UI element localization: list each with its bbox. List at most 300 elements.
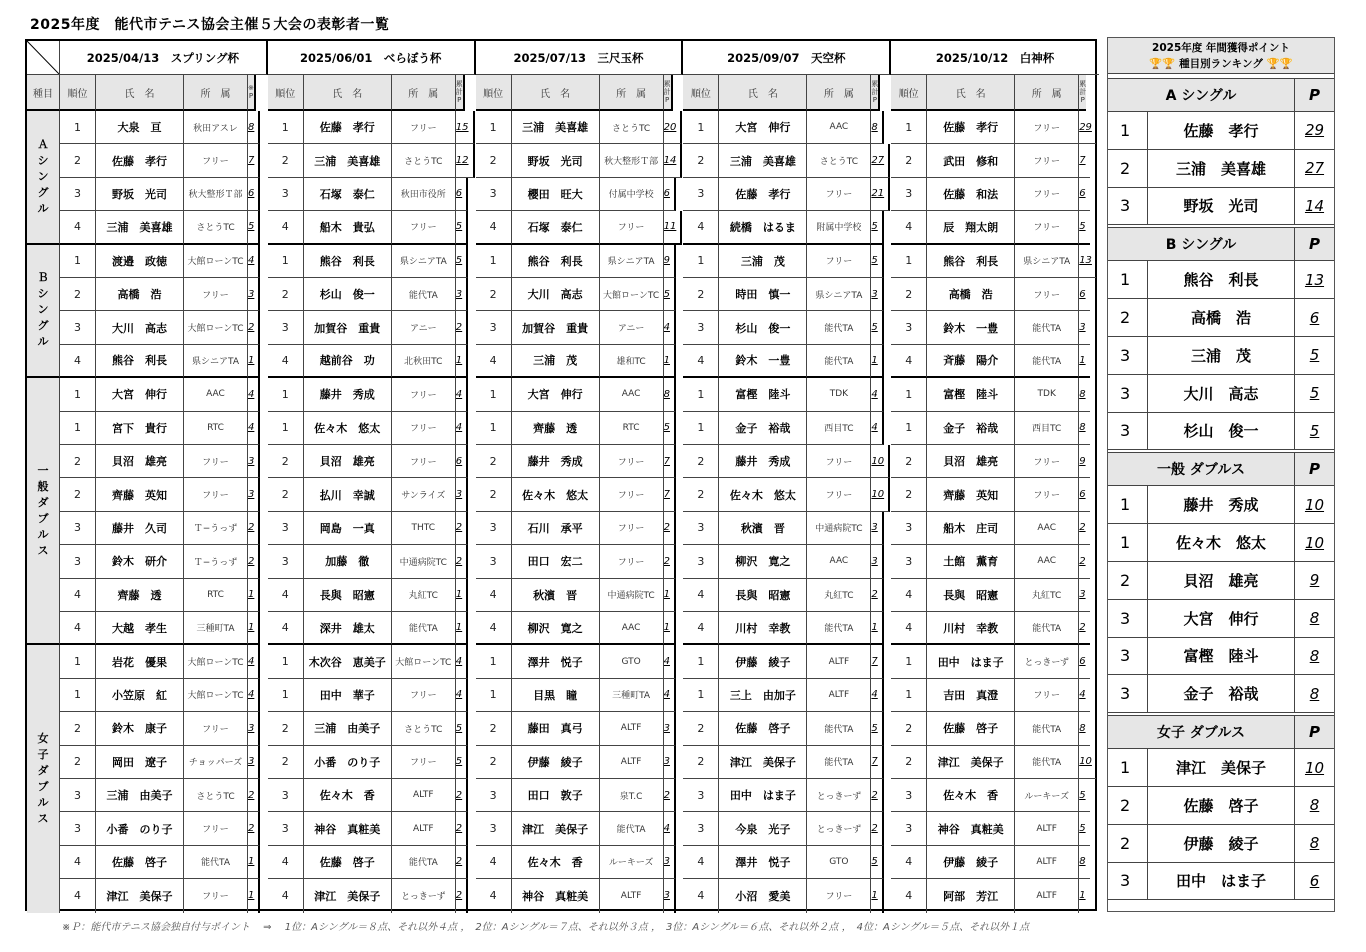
entry-p: 4: [456, 412, 468, 445]
entry-rank: 1: [683, 111, 719, 144]
entry-rank: 2: [683, 144, 719, 177]
entry-p: 7: [664, 478, 676, 511]
entry-club: 秋大整形Ｔ部: [600, 144, 664, 177]
page-title: 2025年度 能代市テニス協会主催５大会の表彰者一覧: [30, 17, 390, 33]
entry-club: AAC: [807, 545, 871, 578]
entry-p: 5: [1079, 779, 1089, 812]
entry-club: Ｔ−うっず: [184, 512, 248, 545]
entry-club: THTC: [392, 512, 456, 545]
entry-name: 貝沼 雄亮: [304, 445, 392, 478]
entry-rank: 1: [476, 245, 512, 278]
col-header-name: 氏 名: [96, 75, 184, 111]
entry-rank: 2: [891, 144, 927, 177]
entry-rank: 2: [476, 712, 512, 745]
entry-club: チョッパーズ: [184, 746, 248, 779]
entry-rank: 3: [476, 779, 512, 812]
entry-name: 深井 雄太: [304, 612, 392, 645]
entry-rank: 4: [268, 879, 304, 912]
ranking-rank: 2: [1108, 150, 1148, 188]
tournament-header: 2025/10/12 白神杯: [891, 41, 1099, 75]
entry-p: 9: [1079, 445, 1089, 478]
entry-p: 5: [1079, 812, 1089, 845]
entry-rank: 2: [891, 712, 927, 745]
entry-rank: 2: [60, 278, 96, 311]
entry-club: RTC: [184, 412, 248, 445]
entry-p: 3: [248, 278, 260, 311]
ranking-rank: 3: [1108, 375, 1148, 413]
entry-name: 岩花 優果: [96, 645, 184, 678]
entry-rank: 3: [268, 512, 304, 545]
entry-rank: 3: [60, 779, 96, 812]
entry-p: 6: [1079, 478, 1089, 511]
entry-rank: 1: [891, 679, 927, 712]
entry-name: 佐々木 香: [927, 779, 1015, 812]
entry-name: 野坂 光司: [96, 178, 184, 211]
entry-name: 宮下 貴行: [96, 412, 184, 445]
entry-rank: 3: [683, 178, 719, 211]
entry-name: 時田 慎一: [719, 278, 807, 311]
entry-p: 7: [871, 746, 883, 779]
entry-name: 田中 はま子: [927, 645, 1015, 678]
tournament-header: 2025/06/01 べらぼう杯: [268, 41, 476, 75]
entry-name: 柳沢 寛之: [512, 612, 600, 645]
entry-p: 3: [248, 478, 260, 511]
tournament-header: 2025/07/13 三尺玉杯: [476, 41, 684, 75]
col-header-rank: 順位: [476, 75, 512, 111]
entry-name: 津江 美保子: [719, 746, 807, 779]
col-header-points: 累 計 P: [871, 75, 880, 111]
col-header-rank: 順位: [60, 75, 96, 111]
entry-club: 西目TC: [807, 412, 871, 445]
ranking-rank: 2: [1108, 825, 1148, 863]
entry-rank: 2: [891, 478, 927, 511]
entry-name: 熊谷 利長: [96, 345, 184, 378]
ranking-name: 藤井 秀成: [1148, 486, 1295, 524]
entry-p: 2: [248, 779, 260, 812]
entry-rank: 4: [476, 879, 512, 912]
ranking-name: 熊谷 利長: [1148, 261, 1295, 299]
entry-name: 熊谷 利長: [927, 245, 1015, 278]
entry-name: 津江 美保子: [96, 879, 184, 912]
entry-club: GTO: [600, 645, 664, 678]
entry-p: 6: [1079, 645, 1089, 678]
entry-club: AAC: [807, 111, 871, 144]
entry-rank: 2: [60, 746, 96, 779]
entry-rank: 1: [268, 111, 304, 144]
entry-name: 高橋 浩: [927, 278, 1015, 311]
entry-name: 川村 幸教: [719, 612, 807, 645]
entry-p: 3: [664, 746, 676, 779]
entry-name: 田中 華子: [304, 679, 392, 712]
entry-name: 齊藤 英知: [927, 478, 1015, 511]
entry-name: 齊藤 透: [512, 412, 600, 445]
entry-name: 杉山 俊一: [719, 311, 807, 344]
entry-name: 辰 翔太朗: [927, 211, 1015, 244]
entry-club: フリー: [392, 679, 456, 712]
entry-p: 5: [248, 211, 260, 244]
entry-name: 貝沼 雄亮: [927, 445, 1015, 478]
entry-rank: 3: [60, 311, 96, 344]
ranking-name: 佐々木 悠太: [1148, 524, 1295, 562]
col-header-club: 所 属: [600, 75, 664, 111]
entry-name: 野坂 光司: [512, 144, 600, 177]
entry-rank: 4: [476, 579, 512, 612]
entry-club: さとうTC: [184, 211, 248, 244]
entry-name: 越前谷 功: [304, 345, 392, 378]
entry-p: 3: [248, 746, 260, 779]
ranking-points: 5: [1295, 337, 1334, 375]
entry-name: 阿部 芳江: [927, 879, 1015, 912]
entry-club: フリー: [600, 545, 664, 578]
col-header-rank: 順位: [683, 75, 719, 111]
entry-name: 佐藤 孝行: [927, 111, 1015, 144]
entry-name: 佐藤 啓子: [927, 712, 1015, 745]
ranking-rank: 2: [1108, 787, 1148, 825]
ranking-points: 29: [1295, 112, 1334, 150]
entry-club: TDK: [1015, 378, 1079, 411]
entry-p: 5: [456, 211, 468, 244]
entry-club: 丸紅TC: [1015, 579, 1079, 612]
ranking-points: 9: [1295, 562, 1334, 600]
entry-club: 能代TA: [184, 846, 248, 879]
entry-club: ALTF: [600, 746, 664, 779]
entry-rank: 4: [60, 846, 96, 879]
entry-p: 2: [871, 779, 883, 812]
entry-rank: 3: [891, 311, 927, 344]
entry-club: 能代TA: [1015, 345, 1079, 378]
entry-club: フリー: [184, 879, 248, 912]
entry-club: 雄和TC: [600, 345, 664, 378]
entry-p: 3: [1079, 579, 1089, 612]
ranking-rank: 1: [1108, 486, 1148, 524]
col-header-points: 累 計 P: [1079, 75, 1086, 111]
entry-name: 木次谷 恵美子: [304, 645, 392, 678]
entry-name: 大宮 伸行: [96, 378, 184, 411]
entry-club: 能代TA: [807, 311, 871, 344]
entry-club: AAC: [184, 378, 248, 411]
entry-rank: 3: [60, 812, 96, 845]
entry-rank: 2: [683, 478, 719, 511]
entry-club: フリー: [392, 111, 456, 144]
entry-p: 5: [664, 412, 676, 445]
entry-p: 2: [1079, 545, 1089, 578]
col-header-points: 累 計 P: [664, 75, 673, 111]
entry-p: 5: [1079, 211, 1089, 244]
entry-p: 1: [664, 345, 676, 378]
entry-p: 2: [456, 846, 468, 879]
entry-club: フリー: [600, 445, 664, 478]
entry-p: 1: [456, 612, 468, 645]
entry-name: 齊藤 透: [96, 579, 184, 612]
entry-p: 4: [871, 679, 883, 712]
entry-rank: 1: [476, 111, 512, 144]
entry-name: 三浦 茂: [512, 345, 600, 378]
entry-name: 秋濱 晋: [512, 579, 600, 612]
entry-name: 藤井 秀成: [304, 378, 392, 411]
entry-club: フリー: [184, 812, 248, 845]
entry-p: 4: [248, 645, 260, 678]
ranking-rank: 3: [1108, 188, 1148, 226]
entry-name: 小番 のり子: [96, 812, 184, 845]
entry-club: AAC: [1015, 512, 1079, 545]
entry-p: 1: [456, 579, 468, 612]
entry-p: 8: [1079, 712, 1089, 745]
entry-p: 14: [664, 144, 683, 177]
entry-p: 29: [1079, 111, 1096, 144]
entry-name: 石塚 泰仁: [512, 211, 600, 244]
ranking-p-label: P: [1295, 227, 1334, 261]
entry-p: 4: [248, 412, 260, 445]
ranking-rank: 3: [1108, 675, 1148, 713]
ranking-title: [1108, 38, 1334, 74]
entry-club: RTC: [600, 412, 664, 445]
ranking-points: 6: [1295, 863, 1334, 901]
entry-p: 8: [248, 111, 260, 144]
entry-p: 21: [871, 178, 890, 211]
entry-p: 1: [248, 879, 260, 912]
entry-p: 5: [456, 712, 468, 745]
entry-name: 津江 美保子: [304, 879, 392, 912]
entry-club: 秋大整形Ｔ部: [184, 178, 248, 211]
entry-p: 2: [871, 579, 883, 612]
entry-club: ALTF: [392, 812, 456, 845]
entry-name: 藤井 秀成: [719, 445, 807, 478]
entry-rank: 2: [683, 278, 719, 311]
entry-club: 丸紅TC: [392, 579, 456, 612]
ranking-points: 8: [1295, 787, 1334, 825]
entry-p: 5: [871, 245, 883, 278]
entry-rank: 3: [891, 512, 927, 545]
entry-p: 2: [248, 512, 260, 545]
entry-p: 2: [664, 512, 676, 545]
entry-club: ALTF: [392, 779, 456, 812]
ranking-name: 高橋 浩: [1148, 299, 1295, 337]
ranking-section-header: A シングル: [1108, 78, 1295, 112]
col-header-name: 氏 名: [927, 75, 1015, 111]
entry-club: 秋田アスレ: [184, 111, 248, 144]
entry-club: フリー: [184, 445, 248, 478]
entry-rank: 4: [476, 612, 512, 645]
footnote: ※Ｐ：能代市テニス協会独自付与ポイント ⇒ 1位：Aシングル＝８点、それ以外４点 ， 2位：Aシングル＝７点、それ以外３点 ， 3位：Aシングル＝６点、それ以外２点 ， 4位：Aシングル＝５点、それ以外１点: [62, 922, 1030, 933]
entry-club: 能代TA: [392, 846, 456, 879]
entry-p: 2: [664, 779, 676, 812]
entry-rank: 3: [683, 779, 719, 812]
entry-club: アニー: [392, 311, 456, 344]
ranking-points: 10: [1295, 524, 1334, 562]
event-label: Ｂ シ ン グ ル: [27, 245, 60, 379]
entry-p: 2: [248, 812, 260, 845]
entry-p: 4: [248, 378, 260, 411]
diagonal-line: [27, 41, 59, 75]
entry-rank: 4: [268, 211, 304, 244]
entry-club: 泉T.C: [600, 779, 664, 812]
entry-name: 渡邉 政徳: [96, 245, 184, 278]
ranking-name: 貝沼 雄亮: [1148, 562, 1295, 600]
entry-rank: 3: [268, 178, 304, 211]
entry-p: 7: [248, 144, 260, 177]
entry-rank: 4: [60, 612, 96, 645]
ranking-points: 13: [1295, 261, 1334, 299]
entry-rank: 1: [683, 378, 719, 411]
entry-club: フリー: [807, 178, 871, 211]
entry-rank: 4: [60, 345, 96, 378]
entry-rank: 2: [268, 746, 304, 779]
entry-club: フリー: [807, 445, 871, 478]
ranking-section-header: B シングル: [1108, 227, 1295, 261]
entry-name: 津江 美保子: [512, 812, 600, 845]
entry-rank: 1: [60, 378, 96, 411]
entry-p: 5: [871, 846, 883, 879]
entry-club: さとうTC: [392, 144, 456, 177]
entry-rank: 3: [268, 779, 304, 812]
entry-name: 佐藤 孝行: [719, 178, 807, 211]
entry-rank: 1: [268, 378, 304, 411]
ranking-rank: 1: [1108, 749, 1148, 787]
entry-club: フリー: [1015, 111, 1079, 144]
ranking-points: 5: [1295, 413, 1334, 451]
entry-rank: 2: [476, 445, 512, 478]
entry-p: 4: [664, 812, 676, 845]
entry-name: 佐々木 悠太: [719, 478, 807, 511]
ranking-points: 8: [1295, 638, 1334, 676]
entry-club: サンライズ: [392, 478, 456, 511]
ranking-name: 佐藤 啓子: [1148, 787, 1295, 825]
entry-rank: 4: [683, 612, 719, 645]
entry-club: 県シニアTA: [1015, 245, 1079, 278]
entry-name: 杉山 俊一: [304, 278, 392, 311]
entry-club: さとうTC: [600, 111, 664, 144]
entry-name: 大川 高志: [512, 278, 600, 311]
entry-club: ALTF: [600, 712, 664, 745]
entry-name: 佐藤 啓子: [719, 712, 807, 745]
event-label: Ａ シ ン グ ル: [27, 111, 60, 245]
entry-p: 4: [664, 311, 676, 344]
entry-name: 石川 承平: [512, 512, 600, 545]
entry-name: 大泉 亘: [96, 111, 184, 144]
ranking-p-label: P: [1295, 715, 1334, 749]
entry-name: 三上 由加子: [719, 679, 807, 712]
entry-club: とっきーず: [1015, 645, 1079, 678]
entry-rank: 3: [683, 512, 719, 545]
entry-p: 5: [664, 278, 676, 311]
entry-rank: 4: [683, 879, 719, 912]
ranking-section-header: 一般 ダブルス: [1108, 452, 1295, 486]
entry-club: 能代TA: [807, 746, 871, 779]
entry-p: 3: [248, 445, 260, 478]
entry-club: さとうTC: [184, 779, 248, 812]
entry-rank: 1: [683, 679, 719, 712]
ranking-rank: 3: [1108, 638, 1148, 676]
event-label: 女 子 ダ ブ ル ス: [27, 645, 60, 912]
entry-club: 能代TA: [807, 712, 871, 745]
col-header-name: 氏 名: [512, 75, 600, 111]
entry-rank: 4: [268, 579, 304, 612]
entry-club: フリー: [600, 211, 664, 244]
entry-club: 中通病院TC: [807, 512, 871, 545]
entry-name: 小番 のり子: [304, 746, 392, 779]
entry-club: フリー: [184, 144, 248, 177]
entry-club: ALTF: [1015, 879, 1079, 912]
entry-club: Ｔ−うっず: [184, 545, 248, 578]
entry-p: 2: [456, 512, 468, 545]
entry-p: 5: [871, 211, 883, 244]
entry-rank: 2: [268, 478, 304, 511]
entry-rank: 4: [60, 579, 96, 612]
entry-club: 北秋田TC: [392, 345, 456, 378]
entry-club: ALTF: [807, 645, 871, 678]
entry-club: TDK: [807, 378, 871, 411]
entry-rank: 1: [268, 679, 304, 712]
entry-name: 秋濱 晋: [719, 512, 807, 545]
entry-name: 田口 宏二: [512, 545, 600, 578]
entry-club: AAC: [600, 612, 664, 645]
entry-p: 1: [1079, 890, 1086, 902]
col-header-points: 累 計 P: [456, 75, 465, 111]
ranking-rank: 1: [1108, 261, 1148, 299]
entry-rank: 1: [60, 412, 96, 445]
entry-name: 岡島 一真: [304, 512, 392, 545]
entry-p: 2: [1079, 612, 1089, 645]
entry-p: 15: [456, 111, 475, 144]
entry-club: GTO: [807, 846, 871, 879]
entry-name: 鈴木 一豊: [927, 311, 1015, 344]
entry-p: 2: [248, 545, 260, 578]
entry-rank: 1: [60, 111, 96, 144]
entry-name: 佐々木 悠太: [512, 478, 600, 511]
entry-rank: 3: [476, 545, 512, 578]
entry-club: 県シニアTA: [392, 245, 456, 278]
ranking-name: 杉山 俊一: [1148, 413, 1295, 451]
entry-name: 石塚 泰仁: [304, 178, 392, 211]
entry-p: 1: [871, 879, 883, 912]
entry-club: フリー: [1015, 211, 1079, 244]
entry-rank: 1: [268, 645, 304, 678]
entry-name: 武田 修和: [927, 144, 1015, 177]
entry-p: 8: [1079, 412, 1089, 445]
entry-club: フリー: [1015, 144, 1079, 177]
entry-club: とっきーず: [392, 879, 456, 912]
entry-p: 3: [664, 712, 676, 745]
entry-club: ALTF: [600, 879, 664, 912]
col-header-rank: 順位: [268, 75, 304, 111]
entry-name: 田中 はま子: [719, 779, 807, 812]
entry-name: 柳沢 寛之: [719, 545, 807, 578]
entry-rank: 1: [476, 645, 512, 678]
entry-rank: 3: [891, 178, 927, 211]
entry-p: 1: [248, 345, 260, 378]
entry-p: 6: [1079, 178, 1089, 211]
entry-rank: 3: [476, 812, 512, 845]
entry-club: フリー: [1015, 278, 1079, 311]
entry-rank: 2: [683, 746, 719, 779]
entry-name: 岡田 遼子: [96, 746, 184, 779]
entry-p: 3: [1079, 311, 1089, 344]
entry-rank: 1: [891, 378, 927, 411]
entry-name: 鈴木 康子: [96, 712, 184, 745]
entry-name: 神谷 真粧美: [927, 812, 1015, 845]
col-header-club: 所 属: [392, 75, 456, 111]
entry-p: 3: [664, 846, 676, 879]
entry-club: 能代TA: [1015, 612, 1079, 645]
entry-p: 6: [456, 178, 468, 211]
ranking-name: 金子 裕哉: [1148, 675, 1295, 713]
entry-name: 佐藤 啓子: [304, 846, 392, 879]
entry-p: 5: [456, 746, 468, 779]
entry-p: 10: [871, 478, 890, 511]
entry-rank: 4: [891, 612, 927, 645]
entry-name: 小笠原 紅: [96, 679, 184, 712]
entry-name: 長與 昭憲: [927, 579, 1015, 612]
